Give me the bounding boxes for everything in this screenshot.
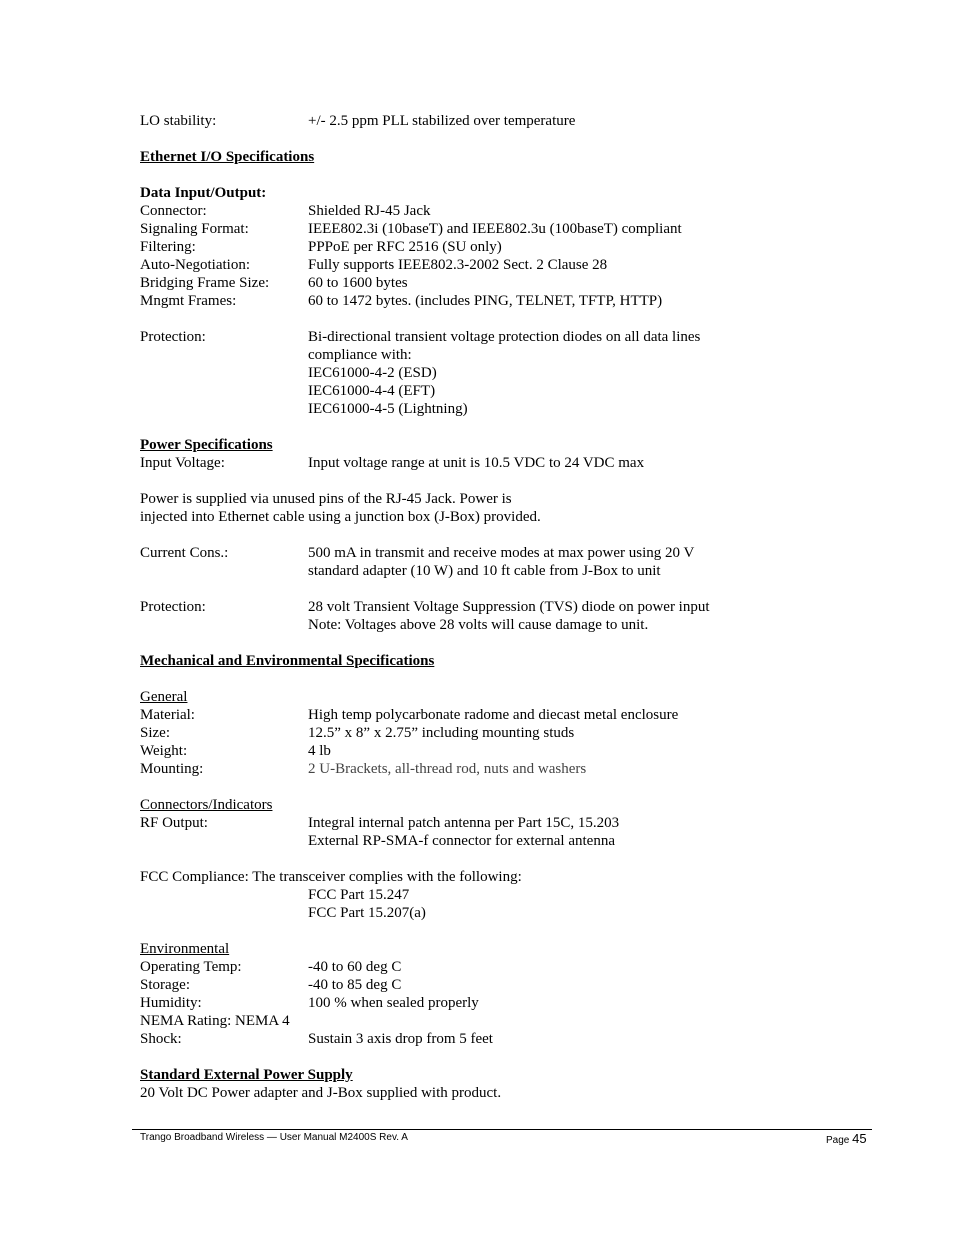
ethernet-protection-row bbox=[140, 328, 880, 418]
input-voltage-row bbox=[140, 454, 880, 472]
spec-label: Storage: bbox=[140, 977, 190, 993]
spec-label: Input Voltage: bbox=[140, 455, 225, 471]
spec-value: Input voltage range at unit is 10.5 VDC to 24 VDC max bbox=[308, 455, 645, 471]
spec-value: PPPoE per RFC 2516 (SU only) bbox=[308, 239, 502, 255]
spec-value-line: External RP-SMA-f connector for external antenna bbox=[308, 833, 615, 849]
fcc-list bbox=[140, 886, 880, 922]
spec-value: Shielded RJ-45 Jack bbox=[308, 203, 431, 219]
ext-power-heading: Standard External Power Supply bbox=[140, 1067, 353, 1083]
spec-row bbox=[140, 724, 880, 742]
spec-label: Weight: bbox=[140, 743, 188, 759]
spec-label: LO stability: bbox=[140, 113, 217, 129]
spec-value: 100 % when sealed properly bbox=[308, 995, 479, 1011]
general-subheading: General bbox=[140, 689, 188, 705]
spec-label: Current Cons.: bbox=[140, 545, 229, 561]
spec-value-line: standard adapter (10 W) and 10 ft cable from J-Box to unit bbox=[308, 563, 661, 579]
spec-row bbox=[140, 742, 880, 760]
spec-label: Mngmt Frames: bbox=[140, 293, 237, 309]
spec-value-line: Bi-directional transient voltage protection diodes on all data lines bbox=[308, 329, 701, 345]
nema-rating: NEMA Rating: NEMA 4 bbox=[140, 1013, 290, 1029]
connectors-subheading: Connectors/Indicators bbox=[140, 797, 273, 813]
spec-value-line: Integral internal patch antenna per Part 15C, 15.203 bbox=[308, 815, 620, 831]
fcc-item: FCC Part 15.207(a) bbox=[308, 905, 426, 921]
spec-value: -40 to 85 deg C bbox=[308, 977, 402, 993]
spec-label: Connector: bbox=[140, 203, 207, 219]
spec-row bbox=[140, 256, 880, 274]
spec-value-line: 500 mA in transmit and receive modes at max power using 20 V bbox=[308, 545, 695, 561]
mechanical-heading: Mechanical and Environmental Specifications bbox=[140, 653, 435, 669]
lo-stability-row bbox=[140, 112, 880, 130]
shock-row bbox=[140, 1030, 880, 1048]
spec-value-line: IEC61000-4-5 (Lightning) bbox=[308, 401, 468, 417]
spec-label: Mounting: bbox=[140, 761, 204, 777]
spec-label: Filtering: bbox=[140, 239, 196, 255]
spec-value-line: IEC61000-4-4 (EFT) bbox=[308, 383, 436, 399]
spec-value-line: compliance with: bbox=[308, 347, 412, 363]
spec-value: IEEE802.3i (10baseT) and IEEE802.3u (100baseT) compliant bbox=[308, 221, 682, 237]
page-number-value: 45 bbox=[852, 1131, 867, 1146]
spec-value: Sustain 3 axis drop from 5 feet bbox=[308, 1031, 493, 1047]
current-cons-row bbox=[140, 544, 880, 580]
spec-value: 60 to 1472 bytes. (includes PING, TELNET, TFTP, HTTP) bbox=[308, 293, 663, 309]
spec-row bbox=[140, 706, 880, 724]
spec-value: 60 to 1600 bytes bbox=[308, 275, 408, 291]
spec-value-line: 28 volt Transient Voltage Suppression (TVS) diode on power input bbox=[308, 599, 710, 615]
spec-label: Protection: bbox=[140, 599, 206, 615]
rf-output-row bbox=[140, 814, 880, 850]
spec-label: RF Output: bbox=[140, 815, 208, 831]
fcc-intro: FCC Compliance: The transceiver complies with the following: bbox=[140, 869, 522, 885]
spec-row bbox=[140, 238, 880, 256]
spec-row bbox=[140, 220, 880, 238]
spec-row bbox=[140, 760, 880, 778]
spec-value: 2 U-Brackets, all-thread rod, nuts and washers bbox=[308, 761, 587, 777]
spec-value: 4 lb bbox=[308, 743, 331, 759]
power-note-line: Power is supplied via unused pins of the RJ-45 Jack. Power is bbox=[140, 491, 512, 507]
spec-value-line: Note: Voltages above 28 volts will cause damage to unit. bbox=[308, 617, 649, 633]
ext-power-text: 20 Volt DC Power adapter and J-Box supplied with product. bbox=[140, 1085, 502, 1101]
fcc-item: FCC Part 15.247 bbox=[308, 887, 410, 903]
spec-row bbox=[140, 976, 880, 994]
power-note-line: injected into Ethernet cable using a junction box (J-Box) provided. bbox=[140, 509, 541, 525]
spec-value: Fully supports IEEE802.3-2002 Sect. 2 Clause 28 bbox=[308, 257, 608, 273]
power-protection-row bbox=[140, 598, 880, 634]
spec-value: +/- 2.5 ppm PLL stabilized over temperature bbox=[308, 113, 576, 129]
power-heading: Power Specifications bbox=[140, 437, 273, 453]
footer-title: Trango Broadband Wireless — User Manual M2400S Rev. A bbox=[140, 1132, 408, 1143]
page-label: Page bbox=[826, 1135, 853, 1146]
spec-label: Shock: bbox=[140, 1031, 182, 1047]
spec-value-line: IEC61000-4-2 (ESD) bbox=[308, 365, 437, 381]
spec-label: Signaling Format: bbox=[140, 221, 249, 237]
spec-value: 12.5” x 8” x 2.75” including mounting studs bbox=[308, 725, 575, 741]
data-io-heading: Data Input/Output: bbox=[140, 185, 267, 201]
spec-value: -40 to 60 deg C bbox=[308, 959, 402, 975]
footer-divider bbox=[132, 1129, 872, 1130]
spec-label: Auto-Negotiation: bbox=[140, 257, 250, 273]
spec-row bbox=[140, 994, 880, 1012]
spec-label: Material: bbox=[140, 707, 195, 723]
spec-row bbox=[140, 202, 880, 220]
spec-label: Size: bbox=[140, 725, 170, 741]
spec-row bbox=[140, 958, 880, 976]
spec-label: Bridging Frame Size: bbox=[140, 275, 270, 291]
spec-label: Operating Temp: bbox=[140, 959, 242, 975]
environmental-subheading: Environmental bbox=[140, 941, 230, 957]
page-number bbox=[826, 1131, 867, 1146]
document-page bbox=[140, 112, 880, 1102]
ethernet-heading: Ethernet I/O Specifications bbox=[140, 149, 315, 165]
spec-row bbox=[140, 292, 880, 310]
spec-row bbox=[140, 274, 880, 292]
spec-label: Humidity: bbox=[140, 995, 202, 1011]
spec-value: High temp polycarbonate radome and diecast metal enclosure bbox=[308, 707, 679, 723]
spec-label: Protection: bbox=[140, 329, 206, 345]
